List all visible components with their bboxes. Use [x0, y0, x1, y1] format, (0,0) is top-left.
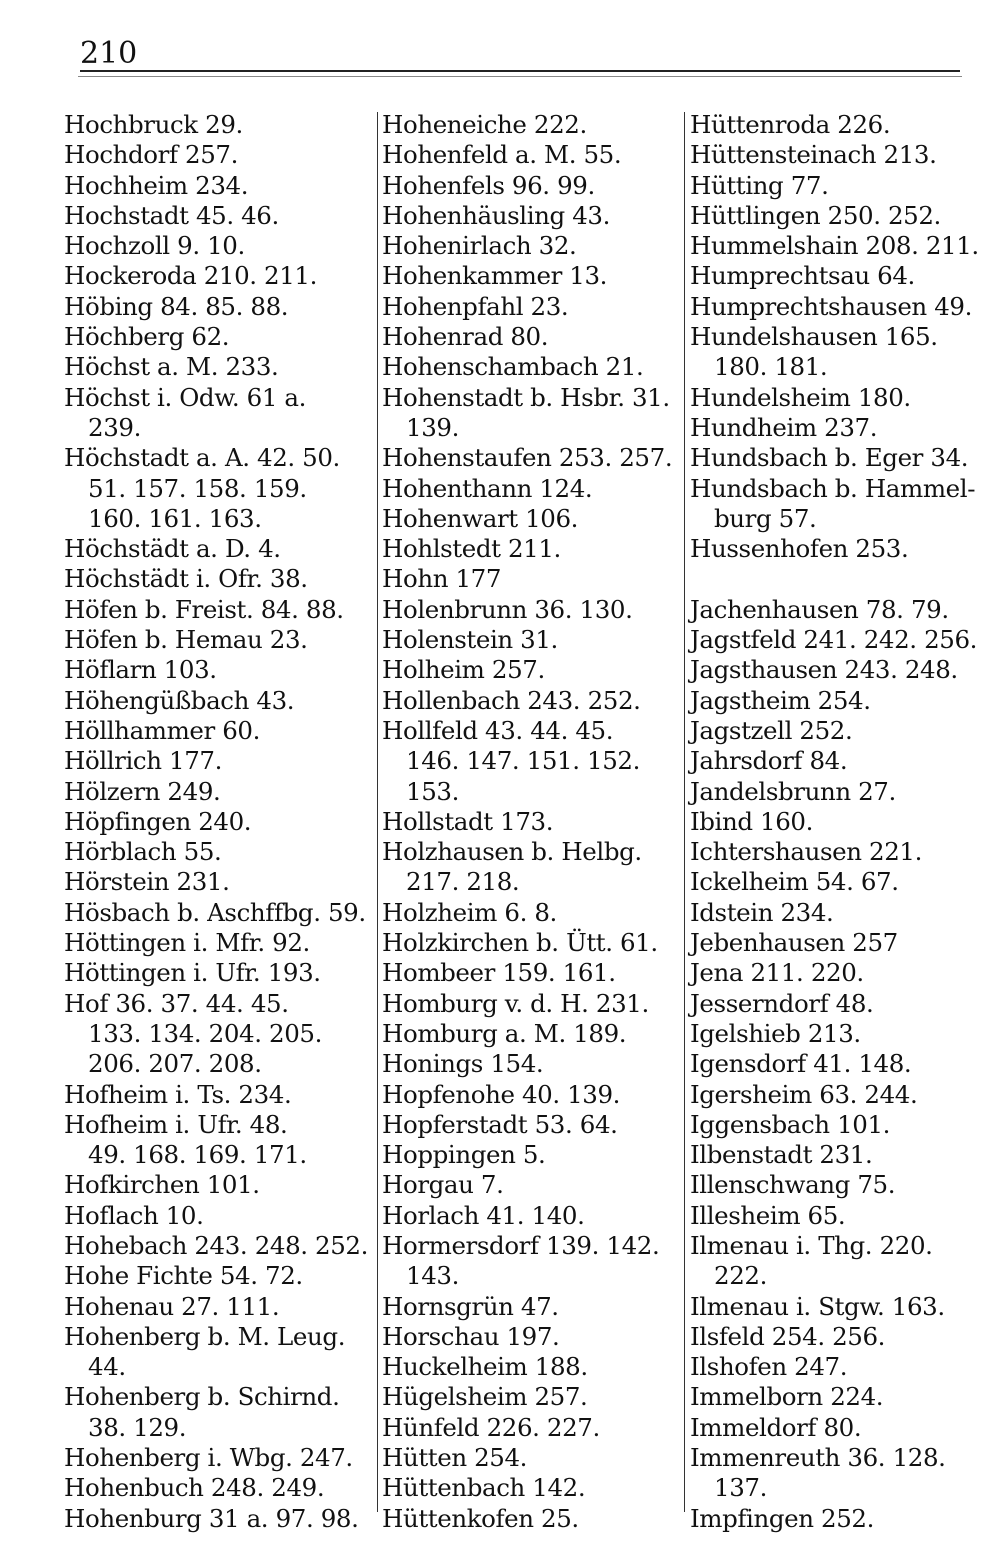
- index-entry: Hohenschambach 21.: [382, 352, 644, 382]
- index-entry: Impfingen 252.: [690, 1503, 874, 1533]
- index-entry: Hochheim 234.: [64, 170, 249, 200]
- index-entry: Igelshieb 213.: [690, 1018, 861, 1048]
- index-entry: Hohenrad 80.: [382, 322, 549, 352]
- index-entry: Hoflach 10.: [64, 1200, 204, 1230]
- index-entry: Hohenburg 31 a. 97. 98.: [64, 1503, 359, 1533]
- index-entry: Höfen b. Freist. 84. 88.: [64, 594, 344, 624]
- index-entry: Holenstein 31.: [382, 625, 558, 655]
- index-entry: Hundsbach b. Eger 34.: [690, 443, 969, 473]
- index-entry: Hörstein 231.: [64, 867, 230, 897]
- index-entry: Hohenberg b. Schirnd.: [64, 1382, 340, 1412]
- index-entry-continuation: 146. 147. 151. 152.: [406, 746, 640, 776]
- index-entry: Hoheneiche 222.: [382, 110, 587, 139]
- page-number: 210: [80, 36, 138, 71]
- index-entry: Humprechtsau 64.: [690, 261, 915, 291]
- index-entry: Hörblach 55.: [64, 837, 222, 867]
- index-entry: Holzkirchen b. Ütt. 61.: [382, 928, 658, 958]
- index-entry: Hofheim i. Ts. 234.: [64, 1079, 292, 1109]
- index-entry: Hopfenohe 40. 139.: [382, 1079, 621, 1109]
- index-entry: Iggensbach 101.: [690, 1109, 891, 1139]
- index-entry: Hochzoll 9. 10.: [64, 231, 245, 261]
- column-divider: [684, 112, 685, 1512]
- index-entry: Hopferstadt 53. 64.: [382, 1109, 618, 1139]
- index-entry: Jahrsdorf 84.: [690, 746, 848, 776]
- index-entry: Hügelsheim 257.: [382, 1382, 588, 1412]
- index-entry: Hohn 177: [382, 564, 502, 594]
- index-entry: Hohe Fichte 54. 72.: [64, 1261, 303, 1291]
- index-entry: Hohenhäusling 43.: [382, 200, 610, 230]
- index-entry: Jagsthausen 243. 248.: [690, 655, 958, 685]
- index-entry: Hoppingen 5.: [382, 1140, 546, 1170]
- index-entry: Ibind 160.: [690, 806, 813, 836]
- index-entry: Igensdorf 41. 148.: [690, 1049, 912, 1079]
- index-entry-continuation: 239.: [88, 412, 141, 442]
- index-entry: Ichtershausen 221.: [690, 837, 922, 867]
- index-column-1: [64, 110, 369, 1534]
- index-entry: Hundheim 237.: [690, 412, 878, 442]
- index-entry: Huckelheim 188.: [382, 1352, 588, 1382]
- index-entry: Höfen b. Hemau 23.: [64, 625, 308, 655]
- index-entry: Immeldorf 80.: [690, 1412, 862, 1442]
- index-entry-continuation: 143.: [406, 1261, 459, 1291]
- index-entry: Holzhausen b. Helbg.: [382, 837, 642, 867]
- index-entry: Hohenirlach 32.: [382, 231, 577, 261]
- index-entry: Hohenthann 124.: [382, 473, 593, 503]
- index-entry: Höflarn 103.: [64, 655, 217, 685]
- index-entry-continuation: 217. 218.: [406, 867, 520, 897]
- index-entry: Höttingen i. Ufr. 193.: [64, 958, 321, 988]
- index-entry: Hundsbach b. Hammel-: [690, 473, 976, 503]
- index-entry: Höhengüßbach 43.: [64, 685, 295, 715]
- index-entry: Horgau 7.: [382, 1170, 504, 1200]
- index-entry: Hochbruck 29.: [64, 110, 243, 139]
- index-entry: Hohlstedt 211.: [382, 534, 561, 564]
- index-entry: Illenschwang 75.: [690, 1170, 896, 1200]
- index-entry: Jagstzell 252.: [690, 715, 853, 745]
- index-entry: Homburg a. M. 189.: [382, 1018, 627, 1048]
- index-entry-continuation: 133. 134. 204. 205.: [88, 1018, 322, 1048]
- index-entry: Ilsfeld 254. 256.: [690, 1321, 886, 1351]
- index-entry-continuation: 49. 168. 169. 171.: [88, 1140, 307, 1170]
- section-gap: [690, 564, 980, 594]
- index-entry: Hohenbuch 248. 249.: [64, 1473, 325, 1503]
- index-entry-continuation: 180. 181.: [714, 352, 828, 382]
- index-entry: Hohenfeld a. M. 55.: [382, 140, 622, 170]
- index-entry: Hohenberg i. Wbg. 247.: [64, 1443, 353, 1473]
- index-entry: Hussenhofen 253.: [690, 534, 909, 564]
- index-entry: Hornsgrün 47.: [382, 1291, 559, 1321]
- index-entry: Jagstfeld 241. 242. 256.: [690, 625, 978, 655]
- index-entry: Hohebach 243. 248. 252.: [64, 1230, 369, 1260]
- index-entry: Hochdorf 257.: [64, 140, 238, 170]
- header-rule-thin: [78, 76, 962, 77]
- column-divider: [377, 112, 378, 1512]
- index-entry: Hollenbach 243. 252.: [382, 685, 641, 715]
- index-entry: Höchberg 62.: [64, 322, 230, 352]
- index-entry-continuation: 153.: [406, 776, 459, 806]
- index-entry: Hundelshausen 165.: [690, 322, 938, 352]
- index-entry: Illesheim 65.: [690, 1200, 846, 1230]
- index-entry: Ickelheim 54. 67.: [690, 867, 899, 897]
- index-entry: Hohenfels 96. 99.: [382, 170, 595, 200]
- index-entry-continuation: 44.: [88, 1352, 126, 1382]
- index-entry: Hormersdorf 139. 142.: [382, 1230, 660, 1260]
- index-entry: Ilmenau i. Stgw. 163.: [690, 1291, 945, 1321]
- index-entry: Jagstheim 254.: [690, 685, 871, 715]
- index-entry: Hohenwart 106.: [382, 503, 579, 533]
- index-entry: Holzheim 6. 8.: [382, 897, 557, 927]
- index-entry: Höchstadt a. A. 42. 50.: [64, 443, 340, 473]
- index-entry: Hohenpfahl 23.: [382, 291, 569, 321]
- index-entry-continuation: burg 57.: [714, 503, 817, 533]
- index-entry: Höbing 84. 85. 88.: [64, 291, 289, 321]
- index-entry: Hösbach b. Aschffbg. 59.: [64, 897, 366, 927]
- index-column-2: [382, 110, 672, 1534]
- index-entry: Hünfeld 226. 227.: [382, 1412, 600, 1442]
- index-entry: Hofheim i. Ufr. 48.: [64, 1109, 288, 1139]
- index-entry: Hohenstaufen 253. 257.: [382, 443, 673, 473]
- index-entry: Hölzern 249.: [64, 776, 221, 806]
- index-entry: Hombeer 159. 161.: [382, 958, 616, 988]
- index-entry-continuation: 206. 207. 208.: [88, 1049, 262, 1079]
- index-entry: Hollstadt 173.: [382, 806, 554, 836]
- index-entry: Igersheim 63. 244.: [690, 1079, 918, 1109]
- index-entry: Höchst a. M. 233.: [64, 352, 279, 382]
- index-entry: Ilshofen 247.: [690, 1352, 848, 1382]
- index-entry: Immelborn 224.: [690, 1382, 884, 1412]
- index-entry: Hohenstadt b. Hsbr. 31.: [382, 382, 670, 412]
- index-entry: Honings 154.: [382, 1049, 544, 1079]
- index-entry: Horlach 41. 140.: [382, 1200, 585, 1230]
- index-entry: Hollfeld 43. 44. 45.: [382, 715, 614, 745]
- index-entry: Holenbrunn 36. 130.: [382, 594, 633, 624]
- index-entry: Hockeroda 210. 211.: [64, 261, 318, 291]
- index-entry: Jebenhausen 257: [690, 928, 898, 958]
- index-entry: Hundelsheim 180.: [690, 382, 911, 412]
- index-entry: Höpfingen 240.: [64, 806, 252, 836]
- index-entry: Hohenau 27. 111.: [64, 1291, 280, 1321]
- index-entry: Hohenberg b. M. Leug.: [64, 1321, 346, 1351]
- index-entry: Hummelshain 208. 211.: [690, 231, 979, 261]
- index-entry: Humprechtshausen 49.: [690, 291, 972, 321]
- index-entry: Jesserndorf 48.: [690, 988, 874, 1018]
- index-entry: Hüttenroda 226.: [690, 110, 891, 139]
- index-entry: Jachenhausen 78. 79.: [690, 594, 949, 624]
- index-entry-continuation: 139.: [406, 412, 459, 442]
- index-entry: Höllrich 177.: [64, 746, 222, 776]
- index-entry: Höttingen i. Mfr. 92.: [64, 928, 310, 958]
- index-entry-continuation: 222.: [714, 1261, 767, 1291]
- index-entry: Hüttlingen 250. 252.: [690, 200, 941, 230]
- header-rule: [80, 70, 960, 72]
- index-entry: Höchst i. Odw. 61 a.: [64, 382, 307, 412]
- index-entry: Hütten 254.: [382, 1443, 528, 1473]
- index-entry-continuation: 38. 129.: [88, 1412, 187, 1442]
- index-entry: Hütting 77.: [690, 170, 829, 200]
- index-entry: Hochstadt 45. 46.: [64, 200, 279, 230]
- index-entry: Ilmenau i. Thg. 220.: [690, 1230, 933, 1260]
- index-entry: Hüttenkofen 25.: [382, 1503, 579, 1533]
- index-entry: Hüttensteinach 213.: [690, 140, 937, 170]
- index-entry: Hohenkammer 13.: [382, 261, 608, 291]
- index-entry-continuation: 160. 161. 163.: [88, 503, 262, 533]
- index-entry: Jandelsbrunn 27.: [690, 776, 896, 806]
- index-entry: Höchstädt a. D. 4.: [64, 534, 281, 564]
- index-entry: Hof 36. 37. 44. 45.: [64, 988, 289, 1018]
- index-column-3: [690, 110, 980, 1534]
- index-entry: Holheim 257.: [382, 655, 545, 685]
- index-entry: Idstein 234.: [690, 897, 834, 927]
- index-entry-continuation: 51. 157. 158. 159.: [88, 473, 307, 503]
- index-entry: Höchstädt i. Ofr. 38.: [64, 564, 308, 594]
- index-entry: Hüttenbach 142.: [382, 1473, 586, 1503]
- index-entry: Horschau 197.: [382, 1321, 560, 1351]
- index-entry: Höllhammer 60.: [64, 715, 260, 745]
- index-entry-continuation: 137.: [714, 1473, 767, 1503]
- index-entry: Jena 211. 220.: [690, 958, 864, 988]
- index-entry: Hofkirchen 101.: [64, 1170, 260, 1200]
- index-entry: Immenreuth 36. 128.: [690, 1443, 946, 1473]
- index-entry: Homburg v. d. H. 231.: [382, 988, 649, 1018]
- index-entry: Ilbenstadt 231.: [690, 1140, 873, 1170]
